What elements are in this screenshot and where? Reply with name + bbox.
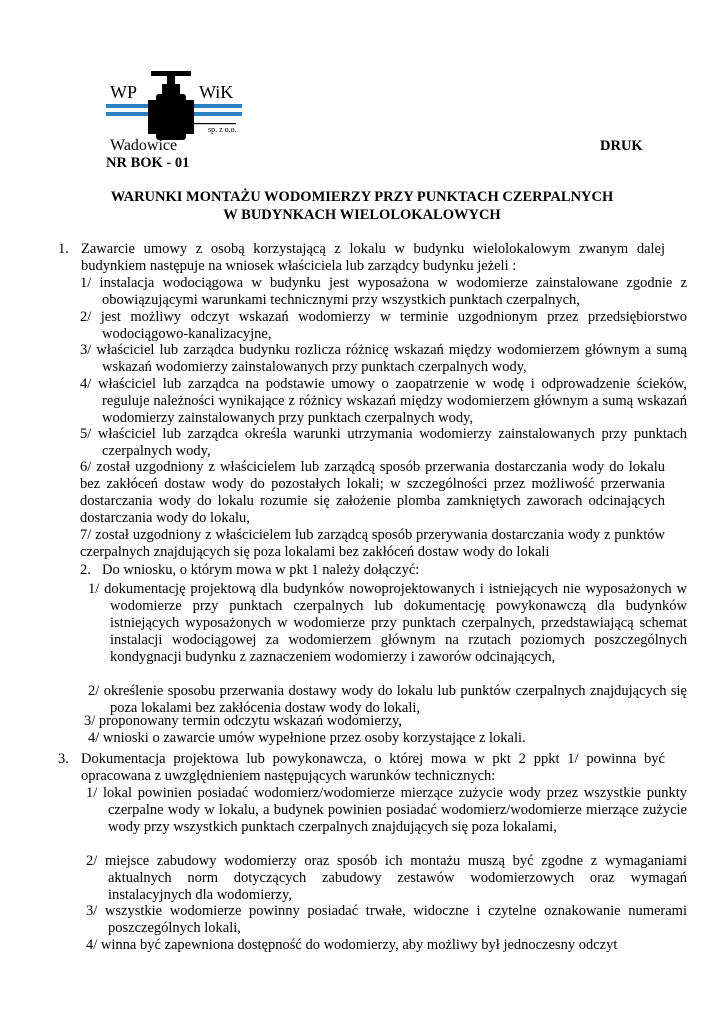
section-1-item-1: 1/ instalacja wodociągowa w budynku jest wyposażona w wodomierze zainstalowane zgodnie z obowiązującymi warunkami technicznymi przy wszystkich punktach czerpalnych,	[80, 275, 687, 308]
section-1-item-4: 4/ właściciel lub zarządca na podstawie umowy o zaopatrzenie w wodę i odprowadzenie ścieków, reguluje należności wynikające z różnicy wskazań między wodomierzem głównym a sumą wskazań wodomierzy zainstalowanych przy punktach czerpalnych wody,	[80, 376, 687, 426]
document-title	[0, 188, 724, 224]
section-2-item-4: 4/ wnioski o zawarcie umów wypełnione przez osoby korzystające z lokali.	[88, 730, 526, 746]
logo-wik-text: WiK	[199, 82, 234, 102]
title-line-1: WARUNKI MONTAŻU WODOMIERZY PRZY PUNKTACH CZERPALNYCH	[110, 189, 614, 205]
section-1-item-2: 2/ jest możliwy odczyt wskazań wodomierzy w terminie uzgodnionym przez przedsiębiorstwo wodociągowo-kanalizacyjne,	[80, 309, 687, 342]
form-type-label: DRUK	[600, 138, 643, 154]
section-1-item-6: 6/ został uzgodniony z właścicielem lub zarządcą sposób przerwania dostarczania wody do lokalu bez zakłóceń dostaw wody do pozostałych lokali; w szczególności przez możliwość przerwania dostarczania wody do lokalu rozumie się założenie plomba zamkniętych zaworach odcinających dostarczania wody do lokalu,	[80, 459, 665, 526]
section-3-item-4: 4/ winna być zapewniona dostępność do wodomierzy, aby możliwy był jednoczesny odczyt	[86, 937, 618, 953]
logo-sub-text: sp. z o.o.	[208, 125, 237, 134]
form-number: NR BOK - 01	[106, 155, 190, 171]
section-1-intro: Zawarcie umowy z osobą korzystającą z lokalu w budynku wielolokalowym zwanym dalej budynkiem następuje na wniosek właściciela lub zarządcy budynku jeżeli :	[81, 241, 665, 274]
section-2-number: 2.	[80, 562, 91, 578]
title-line-2: W BUDYNKACH WIELOLOKALOWYCH	[223, 207, 501, 223]
section-1-item-3: 3/ właściciel lub zarządca budynku rozlicza różnicę wskazań między wodomierzem głównym a sumą wskazań wodomierzy zainstalowanych przy punktach czerpalnych wody,	[80, 342, 687, 375]
section-1-item-5: 5/ właściciel lub zarządca określa warunki utrzymania wodomierzy zainstalowanych przy punktach czerpalnych wody,	[80, 426, 687, 459]
section-1-item-7: 7/ został uzgodniony z właścicielem lub zarządcą sposób przerywania dostarczania wody z punktów czerpalnych znajdujących się poza lokalami bez zakłóceń dostaw wody do lokali	[80, 527, 665, 560]
section-1-number: 1.	[58, 241, 69, 257]
section-3-item-3: 3/ wszystkie wodomierze powinny posiadać trwałe, widoczne i czytelne oznakowanie numerami poszczególnych lokali,	[86, 903, 687, 936]
logo-city-text: Wadowice	[110, 137, 178, 154]
section-3-item-2: 2/ miejsce zabudowy wodomierzy oraz sposób ich montażu muszą być zgodne z wymaganiami aktualnych norm dotyczących zabudowy zestawów wodomierzowych oraz wymagań instalacyjnych dla wodomierzy,	[86, 853, 687, 903]
logo-wp-text: WP	[110, 82, 137, 102]
section-3-intro: Dokumentacja projektowa lub powykonawcza, o której mowa w pkt 2 ppkt 1/ powinna być opracowana z uwzględnieniem następujących warunków technicznych:	[81, 751, 665, 784]
company-logo	[104, 66, 244, 156]
section-2-item-3: 3/ proponowany termin odczytu wskazań wodomierzy,	[84, 713, 402, 729]
section-2-item-2: 2/ określenie sposobu przerwania dostawy wody do lokalu lub punktów czerpalnych znajdujących się poza lokalami bez zakłócenia dostaw wody do lokali,	[88, 683, 687, 716]
section-2-item-1: 1/ dokumentację projektową dla budynków nowoprojektowanych i istniejących nie wyposażonych w wodomierze przy punktach czerpalnych lub dokumentację powykonawczą dla budynków istniejących wyposażonych w wodomierze przy punktach czerpalnych, przedstawiającą schemat instalacji wodociągowej za wodomierzem głównym na rzutach poziomych poszczególnych kondygnacji budynku z zaznaczeniem wodomierzy i zaworów odcinających,	[88, 581, 687, 665]
section-2-intro: Do wniosku, o którym mowa w pkt 1 należy dołączyć:	[102, 562, 420, 578]
section-3-number: 3.	[58, 751, 69, 767]
section-3-item-1: 1/ lokal powinien posiadać wodomierz/wodomierze mierzące zużycie wody przez wszystkie punkty czerpalne wody w lokalu, a budynek powinien posiadać wodomierz/wodomierze mierzące zużycie wody przy wszystkich punktach czerpalnych znajdujących się poza lokalami,	[86, 785, 687, 835]
